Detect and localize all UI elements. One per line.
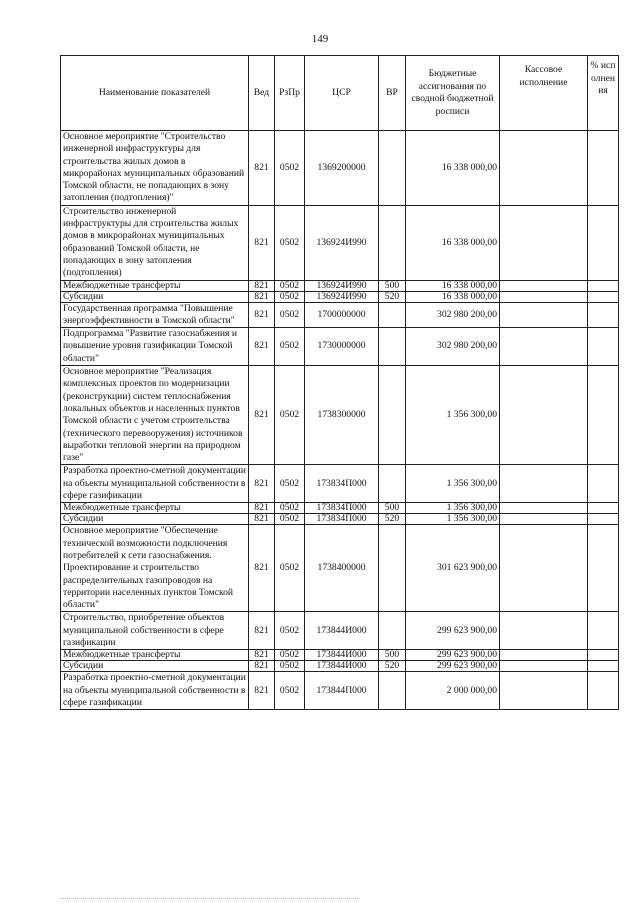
- row-name: Разработка проектно-сметной документации на объекты муниципальной собственности в сфере газификации: [61, 465, 249, 503]
- table-row: [61, 514, 619, 525]
- scan-footer-mark: [60, 898, 360, 901]
- row-vr: 520: [379, 291, 406, 302]
- row-kassa: [500, 612, 588, 650]
- row-csr: 136924И990: [305, 280, 379, 291]
- row-ved: 821: [249, 280, 275, 291]
- row-csr: 173834П000: [305, 503, 379, 514]
- row-name: Межбюджетные трансферты: [61, 650, 249, 661]
- row-name: Подпрограмма "Развитие газоснабжения и повышение уровня газификации Томской области": [61, 328, 249, 366]
- row-csr: 136924И990: [305, 291, 379, 302]
- row-name: Строительство инженерной инфраструктуры для строительства жилых домов в микрорайонах муниципальных образований Томской области, не попадающих в зону затопления (подтопления): [61, 205, 249, 280]
- row-amount: 301 623 900,00: [406, 525, 500, 612]
- row-percent: [588, 661, 619, 672]
- table-row: [61, 328, 619, 366]
- row-kassa: [500, 131, 588, 206]
- row-amount: 16 338 000,00: [406, 291, 500, 302]
- row-name: Межбюджетные трансферты: [61, 503, 249, 514]
- row-percent: [588, 650, 619, 661]
- row-rzpr: 0502: [275, 650, 305, 661]
- row-percent: [588, 612, 619, 650]
- row-amount: 299 623 900,00: [406, 650, 500, 661]
- row-ved: 821: [249, 650, 275, 661]
- row-amount: 1 356 300,00: [406, 366, 500, 465]
- row-rzpr: 0502: [275, 205, 305, 280]
- row-rzpr: 0502: [275, 291, 305, 302]
- row-amount: 16 338 000,00: [406, 280, 500, 291]
- row-ved: 821: [249, 291, 275, 302]
- row-rzpr: 0502: [275, 503, 305, 514]
- row-name: Субсидии: [61, 661, 249, 672]
- row-rzpr: 0502: [275, 280, 305, 291]
- row-vr: 520: [379, 661, 406, 672]
- row-rzpr: 0502: [275, 661, 305, 672]
- row-ved: 821: [249, 302, 275, 328]
- row-csr: 173844И000: [305, 661, 379, 672]
- row-ved: 821: [249, 672, 275, 710]
- table-row: [61, 465, 619, 503]
- row-rzpr: 0502: [275, 366, 305, 465]
- row-csr: 173844П000: [305, 672, 379, 710]
- table-row: [61, 650, 619, 661]
- row-ved: 821: [249, 612, 275, 650]
- row-rzpr: 0502: [275, 672, 305, 710]
- header-budget: Бюджетные ассигнования по сводной бюджетной росписи: [406, 56, 500, 131]
- row-ved: 821: [249, 525, 275, 612]
- row-vr: [379, 465, 406, 503]
- row-csr: 1730000000: [305, 328, 379, 366]
- row-vr: [379, 328, 406, 366]
- row-ved: 821: [249, 514, 275, 525]
- row-ved: 821: [249, 131, 275, 206]
- row-csr: 1369200000: [305, 131, 379, 206]
- table-row: [61, 661, 619, 672]
- row-csr: 173834П000: [305, 465, 379, 503]
- row-ved: 821: [249, 205, 275, 280]
- row-kassa: [500, 672, 588, 710]
- row-rzpr: 0502: [275, 302, 305, 328]
- row-amount: 302 980 200,00: [406, 302, 500, 328]
- row-name: Основное мероприятие "Реализация комплексных проектов по модернизации (реконструкции) систем теплоснабжения локальных объектов и населенных пунктов Томской области с учетом строительства (технического перевооружения) источников выработки тепловой энергии на природном газе": [61, 366, 249, 465]
- row-percent: [588, 525, 619, 612]
- row-csr: 173844И000: [305, 612, 379, 650]
- row-percent: [588, 672, 619, 710]
- row-amount: 302 980 200,00: [406, 328, 500, 366]
- row-amount: 299 623 900,00: [406, 661, 500, 672]
- table-row: [61, 280, 619, 291]
- row-vr: 520: [379, 514, 406, 525]
- table-row: [61, 525, 619, 612]
- row-percent: [588, 503, 619, 514]
- row-ved: 821: [249, 328, 275, 366]
- row-vr: 500: [379, 280, 406, 291]
- row-kassa: [500, 661, 588, 672]
- row-amount: 1 356 300,00: [406, 465, 500, 503]
- row-kassa: [500, 366, 588, 465]
- row-amount: 16 338 000,00: [406, 205, 500, 280]
- row-csr: 136924И990: [305, 205, 379, 280]
- header-row: [61, 56, 619, 131]
- row-kassa: [500, 328, 588, 366]
- row-percent: [588, 302, 619, 328]
- row-rzpr: 0502: [275, 525, 305, 612]
- budget-table: [60, 55, 619, 710]
- header-csr: ЦСР: [305, 56, 379, 131]
- row-percent: [588, 291, 619, 302]
- row-rzpr: 0502: [275, 514, 305, 525]
- row-amount: 2 000 000,00: [406, 672, 500, 710]
- row-kassa: [500, 205, 588, 280]
- row-rzpr: 0502: [275, 328, 305, 366]
- row-vr: [379, 131, 406, 206]
- row-vr: [379, 612, 406, 650]
- header-ved: Вед: [249, 56, 275, 131]
- table-row: [61, 205, 619, 280]
- row-percent: [588, 205, 619, 280]
- row-vr: 500: [379, 650, 406, 661]
- row-csr: 1700000000: [305, 302, 379, 328]
- row-percent: [588, 366, 619, 465]
- table-row: [61, 291, 619, 302]
- row-vr: 500: [379, 503, 406, 514]
- row-name: Основное мероприятие "Строительство инженерной инфраструктуры для строительства жилых домов в микрорайонах муниципальных образований Томской области, не попадающих в зону затопления (подтопления)": [61, 131, 249, 206]
- row-kassa: [500, 650, 588, 661]
- row-kassa: [500, 503, 588, 514]
- row-kassa: [500, 514, 588, 525]
- row-ved: 821: [249, 661, 275, 672]
- table-row: [61, 302, 619, 328]
- page-number: 149: [311, 33, 329, 45]
- header-name: Наименование показателей: [61, 56, 249, 131]
- row-rzpr: 0502: [275, 465, 305, 503]
- row-name: Строительство, приобретение объектов муниципальной собственности в сфере газификации: [61, 612, 249, 650]
- row-name: Основное мероприятие "Обеспечение технической возможности подключения потребителей к сети газоснабжения. Проектирование и строительство распределительных газопроводов на территории населенных пунктов Томской области": [61, 525, 249, 612]
- row-kassa: [500, 302, 588, 328]
- row-amount: 1 356 300,00: [406, 514, 500, 525]
- row-name: Субсидии: [61, 291, 249, 302]
- table-row: [61, 503, 619, 514]
- row-rzpr: 0502: [275, 612, 305, 650]
- row-csr: 173844И000: [305, 650, 379, 661]
- header-vr: ВР: [379, 56, 406, 131]
- row-csr: 173834П000: [305, 514, 379, 525]
- row-name: Разработка проектно-сметной документации на объекты муниципальной собственности в сфере газификации: [61, 672, 249, 710]
- row-amount: 1 356 300,00: [406, 503, 500, 514]
- row-vr: [379, 672, 406, 710]
- row-name: Государственная программа "Повышение энергоэффективности в Томской области": [61, 302, 249, 328]
- row-rzpr: 0502: [275, 131, 305, 206]
- row-kassa: [500, 525, 588, 612]
- row-kassa: [500, 465, 588, 503]
- row-vr: [379, 302, 406, 328]
- row-amount: 299 623 900,00: [406, 612, 500, 650]
- row-percent: [588, 328, 619, 366]
- row-ved: 821: [249, 503, 275, 514]
- header-rzpr: РзПр: [275, 56, 305, 131]
- row-name: Субсидии: [61, 514, 249, 525]
- row-ved: 821: [249, 465, 275, 503]
- row-csr: 1738400000: [305, 525, 379, 612]
- row-kassa: [500, 280, 588, 291]
- table-row: [61, 131, 619, 206]
- table-row: [61, 612, 619, 650]
- row-kassa: [500, 291, 588, 302]
- row-percent: [588, 514, 619, 525]
- row-amount: 16 338 000,00: [406, 131, 500, 206]
- header-kassa: Кассовое исполнение: [500, 56, 588, 131]
- table-row: [61, 672, 619, 710]
- row-ved: 821: [249, 366, 275, 465]
- row-vr: [379, 366, 406, 465]
- row-vr: [379, 525, 406, 612]
- row-percent: [588, 131, 619, 206]
- row-csr: 1738300000: [305, 366, 379, 465]
- row-percent: [588, 280, 619, 291]
- row-percent: [588, 465, 619, 503]
- header-percent: % исполнения: [588, 56, 619, 131]
- row-name: Межбюджетные трансферты: [61, 280, 249, 291]
- table-row: [61, 366, 619, 465]
- row-vr: [379, 205, 406, 280]
